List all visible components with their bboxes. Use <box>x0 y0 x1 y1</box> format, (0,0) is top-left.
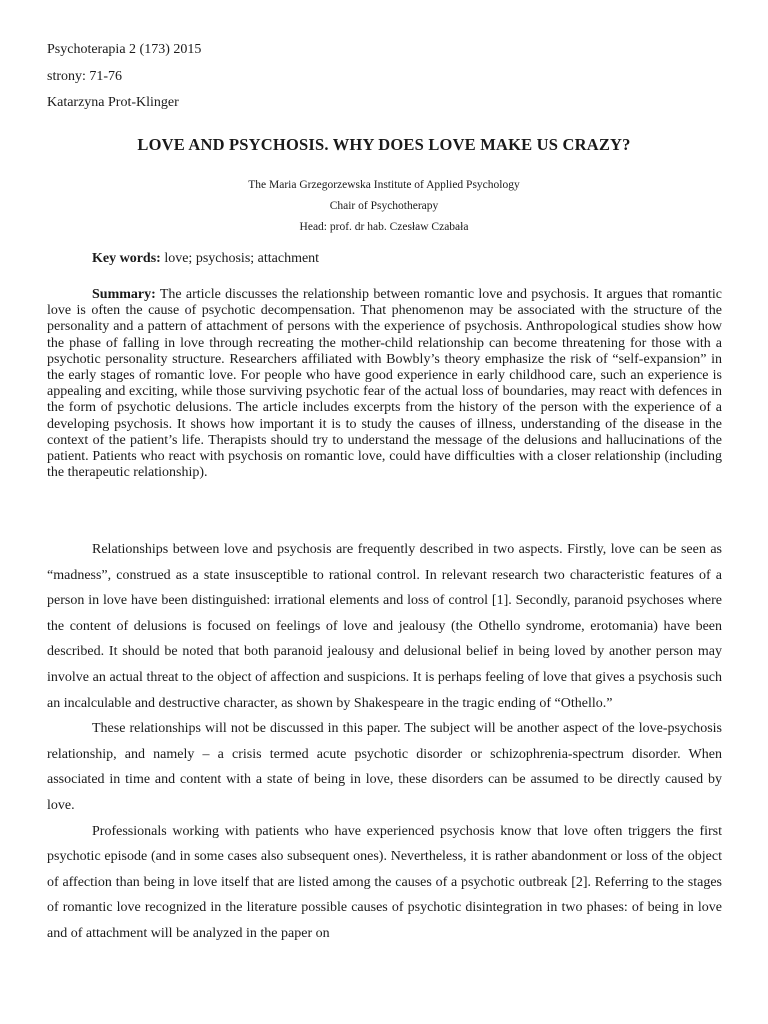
body-paragraph-1: Relationships between love and psychosis are frequently described in two aspects. Firstly, love can be seen as “madness”, construed as a state insusceptible to rational control. In relevant research two characteristic features of a person in love have been distinguished: irrational elements and loss of control [1]. Secondly, paranoid psychoses where the content of delusions is focused on feelings of love and jealousy (the Othello syndrome, erotomania) have been described. It should be noted that both paranoid jealousy and delusional belief in being loved by another person may involve an actual threat to the object of affection and suspicions. It is perhaps feeling of love that gives a psychosis such an incalculable and destructive character, as shown by Shakespeare in the tragic ending of “Othello.” <box>47 542 722 711</box>
affiliation-institute: The Maria Grzegorzewska Institute of Applied Psychology <box>248 179 520 191</box>
summary-text: The article discusses the relationship between romantic love and psychosis. It argues that romantic love is often the cause of psychotic decompensation. That phenomenon may be associated with the structure of the personality and a pattern of attachment of persons with the experience of psychosis. Anthropological studies show how the phase of falling in love through recreating the mother-child relationship can become threatening for those with a psychotic personality structure. Researchers affiliated with Bowbly’s theory emphasize the risk of “self-expansion” in the early stages of romantic love. For people who have good experience in early childhood care, such an experience is appealing and exciting, while those surviving psychotic fear of the actual loss of boundaries, may react with defences in the form of psychotic delusions. The article includes excerpts from the history of the person with the experience of a developing psychosis. It shows how important it is to study the causes of illness, understanding of the disease in the context of the patient’s life. Therapists should try to understand the message of the delusions and hallucinations of the patient. Patients who react with psychosis on romantic love, could have difficulties with a closer relationship (including the therapeutic relationship). <box>47 287 722 481</box>
body-text <box>47 537 722 947</box>
keywords-line <box>92 251 319 267</box>
author-name: Katarzyna Prot-Klinger <box>47 95 179 110</box>
summary-label: Summary: <box>92 287 156 302</box>
summary-paragraph <box>47 287 722 481</box>
article-title: LOVE AND PSYCHOSIS. WHY DOES LOVE MAKE US CRAZY? <box>137 135 631 154</box>
affiliation-chair: Chair of Psychotherapy <box>329 200 439 212</box>
body-paragraph-2: These relationships will not be discussed in this paper. The subject will be another aspect of the love-psychosis relationship, and namely – a crisis termed acute psychotic disorder or schizophrenia-spectrum disorder. When associated in time and content with a state of being in love, these disorders can be assumed to be directly caused by love. <box>47 721 722 813</box>
keywords-label: Key words: <box>92 251 161 266</box>
page-range: strony: 71-76 <box>47 69 123 84</box>
keywords-text: love; psychosis; attachment <box>160 251 320 266</box>
affiliation-head: Head: prof. dr hab. Czesław Czabała <box>299 221 469 233</box>
journal-citation: Psychoterapia 2 (173) 2015 <box>47 42 202 57</box>
body-paragraph-3: Professionals working with patients who have experienced psychosis know that love often triggers the first psychotic episode (and in some cases also subsequent ones). Nevertheless, it is rather abandonment or loss of the object of affection than being in love itself that are listed among the causes of a psychotic outbreak [2]. Referring to the stages of romantic love recognized in the literature possible causes of psychotic disintegration in two phases: of being in love and of attachment will be analyzed in the paper on <box>47 823 722 941</box>
